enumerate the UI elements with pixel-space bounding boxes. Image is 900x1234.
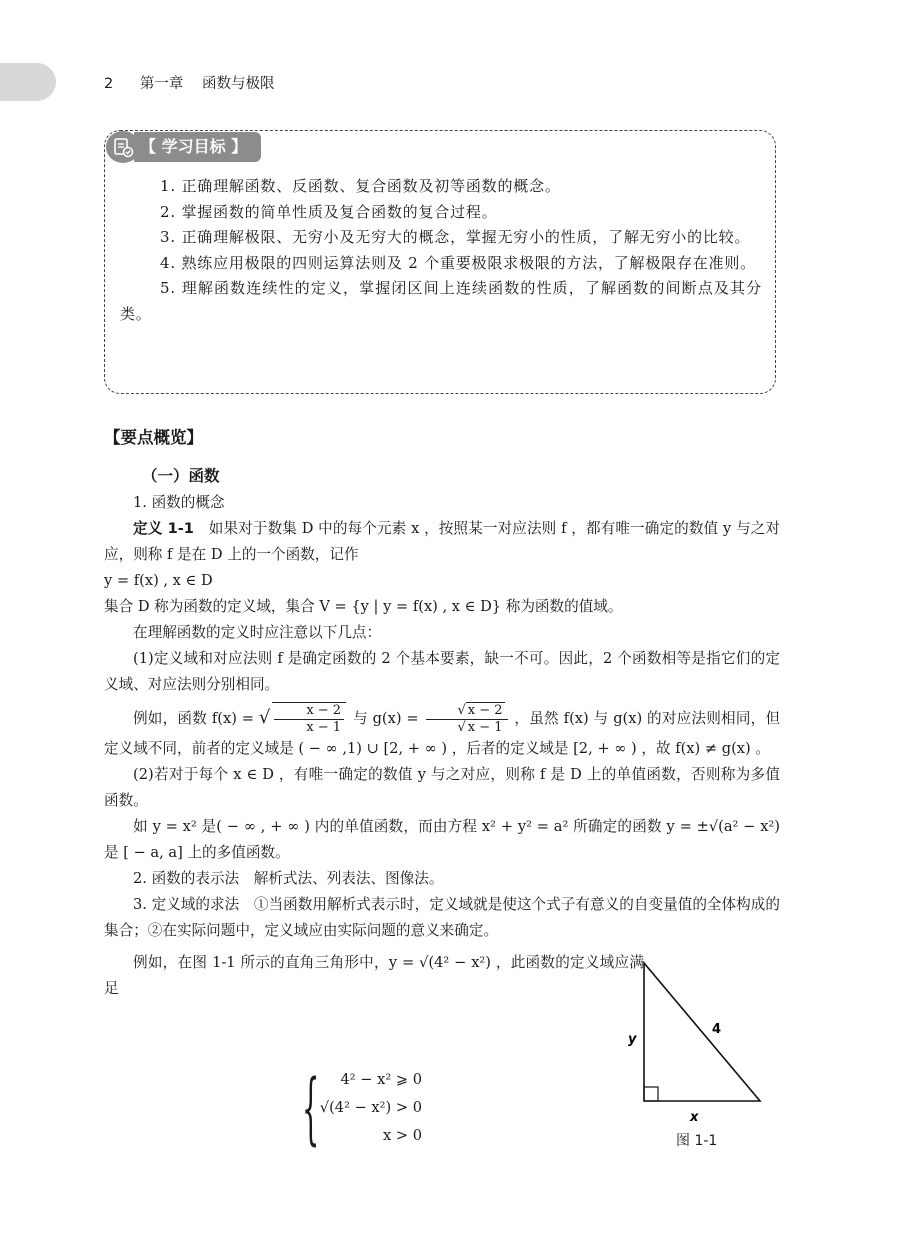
note-intro: 在理解函数的定义时应注意以下几点： xyxy=(133,624,382,641)
inequality-system: { 4² − x² ⩾ 0 √(4² − x²) > 0 x > 0 xyxy=(302,1064,422,1154)
example-3: 例如，在图 1-1 所示的直角三角形中，y = √(4² − x²) ，此函数的定义域应满足 xyxy=(104,954,644,997)
domain-range-text: 集合 D 称为函数的定义域，集合 V = {y | y = f(x) , x ∈ D} 称为函数的值域。 xyxy=(104,598,623,615)
learning-goals-list xyxy=(120,174,762,327)
definition-text: 如果对于数集 D 中的每个元素 x ，按照某一对应法则 f ，都有唯一确定的数值 y 与之对应，则称 f 是在 D 上的一个函数，记作 xyxy=(104,520,780,563)
example1-tail: ，虽然 f(x) 与 g(x) 的对应法则相同，但定义域不同，前者的定义域是 ( − ∞ ,1) ∪ [2, + ∞ ) ，后者的定义域是 [2, + ∞ ) ，故 f(x) ≠ g(x) 。 xyxy=(104,710,781,757)
inequality-row: x > 0 xyxy=(382,1127,422,1144)
frac-numerator: x − 2 xyxy=(274,703,344,720)
frac-denominator: x − 1 xyxy=(306,720,342,735)
note-2: (2)若对于每个 x ∈ D ，有唯一确定的数值 y 与之对应，则称 f 是 D 上的单值函数，否则称为多值函数。 xyxy=(104,766,780,809)
example-2: 如 y = x² 是( − ∞ , + ∞ ) 内的单值函数，而由方程 x² + y² = a² 所确定的函数 y = ±√(a² − x²) 是 [ − a, a] 上的多值函数。 xyxy=(104,818,780,861)
item-domain-method: 3. 定义域的求法 ①当函数用解析式表示时，定义域就是使这个式子有意义的自变量值的全体构成的集合；②在实际问题中，定义域应由实际问题的意义来确定。 xyxy=(104,896,780,939)
goal-item: 5. 理解函数连续性的定义，掌握闭区间上连续函数的性质，了解函数的间断点及其分类。 xyxy=(120,279,762,323)
fraction-g: $\frac{√ x - 2}{√ x - 1}$ xyxy=(426,703,508,736)
example1-lead: 例如，函数 f(x) = xyxy=(133,710,254,727)
definition-label: 定义 1-1 xyxy=(133,520,194,537)
example1-mid: 与 g(x) = xyxy=(352,710,419,727)
goal-item: 3. 正确理解极限、无穷小及无穷大的概念，掌握无穷小的性质，了解无穷小的比较。 xyxy=(160,228,751,246)
hypotenuse-label: 4 xyxy=(712,1022,722,1037)
leg-y-label: y xyxy=(628,1032,637,1047)
inequality-row: √(4² − x²) > 0 xyxy=(319,1099,422,1116)
clipboard-check-icon xyxy=(106,131,140,163)
item-function-concept: 1. 函数的概念 xyxy=(133,494,225,511)
subsection-heading: （一）函数 xyxy=(142,467,220,485)
overview-heading: 【要点概览】 xyxy=(104,428,203,447)
goal-item: 4. 熟练应用极限的四则运算法则及 2 个重要极限求极限的方法，了解极限存在准则。 xyxy=(160,253,756,272)
running-head xyxy=(104,72,274,93)
learning-goals-title: 【 学习目标 】 xyxy=(134,132,261,162)
inequality-row: 4² − x² ⩾ 0 xyxy=(340,1071,422,1088)
formula-function: y = f(x) , x ∈ D xyxy=(104,572,213,589)
sqrt-denominator: x − 1 xyxy=(467,719,503,735)
learning-goals-header xyxy=(106,131,261,163)
leg-x-label: x xyxy=(690,1110,699,1125)
page-number: 2 xyxy=(104,76,114,92)
chapter-title: 函数与极限 xyxy=(201,76,275,92)
overview-body xyxy=(104,462,780,1002)
example-1: 例如，函数 f(x) = √ $\frac{x - 2}{x - 1}$ 与 g(x) = $\frac{√ x - 2}{√ x - 1}$ ，虽然 f(x) 与 g(x) 的对应法则相同，但定义域不同，前者的定义域是 ( − ∞ ,1) ∪ [2, + ∞ ) ，后者的定义域是 [2, + ∞ ) ，故 f(x) ≠ g(x) 。 xyxy=(104,702,781,757)
figure-caption: 图 1-1 xyxy=(676,1133,718,1149)
note-1: (1)定义域和对应法则 f 是确定函数的 2 个基本要素，缺一不可。因此，2 个函数相等是指它们的定义域、对应法则分别相同。 xyxy=(104,650,780,693)
item-representation: 2. 函数的表示法 解析式法、列表法、图像法。 xyxy=(133,870,444,887)
definition-1-1 xyxy=(104,516,780,568)
page-edge-tab xyxy=(0,63,56,101)
goal-item: 1. 正确理解函数、反函数、复合函数及初等函数的概念。 xyxy=(160,177,561,195)
goal-item: 2. 掌握函数的简单性质及复合函数的复合过程。 xyxy=(160,202,498,221)
fraction-f xyxy=(272,702,346,736)
sqrt-numerator: x − 2 xyxy=(467,702,503,718)
chapter-label: 第一章 xyxy=(139,76,184,92)
